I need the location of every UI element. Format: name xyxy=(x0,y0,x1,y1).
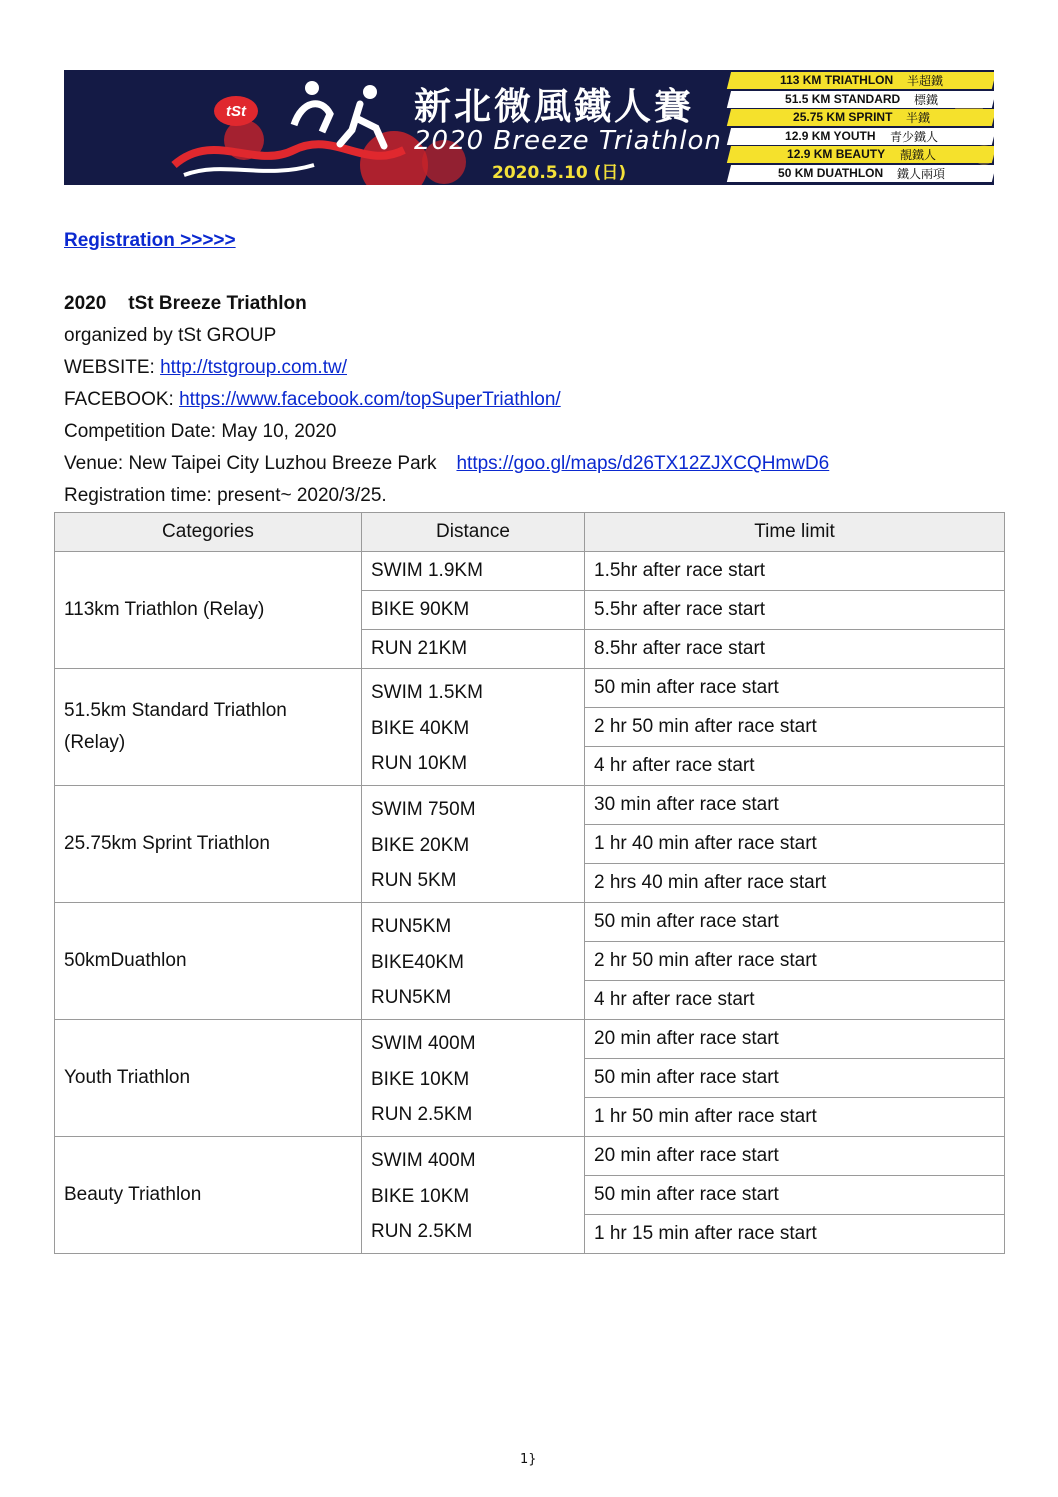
distance-item: RUN 2.5KM xyxy=(371,1221,473,1242)
table-row xyxy=(55,903,1005,942)
page-title xyxy=(64,293,307,315)
page-number: 1} xyxy=(520,1452,537,1467)
banner-title: 新北微風鐵人賽 xyxy=(414,84,694,128)
event-banner xyxy=(64,70,994,185)
table-row xyxy=(55,786,1005,825)
distance-item: BIKE 20KM xyxy=(371,834,470,856)
distance-item: SWIM 400M xyxy=(371,1033,476,1054)
time-limit-cell: 20 min after race start xyxy=(585,1137,1005,1176)
banner-category-zh: 青少鐵人 xyxy=(889,129,938,144)
distance-item: BIKE 10KM xyxy=(371,1068,470,1090)
banner-category-en: 12.9 KM BEAUTY xyxy=(787,147,886,162)
website-label: WEBSITE: xyxy=(64,357,161,378)
category-cell: Beauty Triathlon xyxy=(55,1137,362,1254)
website-line xyxy=(64,357,347,379)
time-limit-cell: 8.5hr after race start xyxy=(585,630,1005,669)
time-limit-cell: 2 hr 50 min after race start xyxy=(585,708,1005,747)
venue-label: Venue: New Taipei City Luzhou Breeze Park xyxy=(64,453,437,474)
venue-line xyxy=(64,453,829,475)
distance-item: RUN5KM xyxy=(371,987,452,1008)
banner-category-zh: 半超鐵 xyxy=(907,73,944,88)
banner-category-item xyxy=(727,91,994,108)
distance-item: RUN 2.5KM xyxy=(371,1104,473,1125)
distance-item: SWIM 750M xyxy=(371,799,476,820)
banner-category-zh: 鐵人兩項 xyxy=(897,166,946,181)
banner-category-en: 50 KM DUATHLON xyxy=(777,165,884,180)
distance-cell xyxy=(362,1137,585,1254)
registration-link[interactable]: Registration >>>>> xyxy=(64,230,236,251)
distance-cell: RUN 21KM xyxy=(362,630,585,669)
time-limit-cell: 50 min after race start xyxy=(585,669,1005,708)
banner-category-zh: 標鐵 xyxy=(914,92,939,107)
banner-category-item xyxy=(727,128,994,145)
banner-category-zh: 靚鐵人 xyxy=(899,147,936,162)
banner-date: 2020.5.10 (日) xyxy=(492,163,627,183)
distance-item: BIKE 10KM xyxy=(371,1185,470,1207)
venue-map-link[interactable]: https://goo.gl/maps/d26TX12ZJXCQHmwD6 xyxy=(456,453,830,474)
table-row xyxy=(55,669,1005,708)
banner-category-zh: 半鐵 xyxy=(906,110,931,125)
distance-cell: BIKE 90KM xyxy=(362,591,585,630)
header-time-limit: Time limit xyxy=(585,513,1005,552)
time-limit-cell: 1 hr 50 min after race start xyxy=(585,1098,1005,1137)
table-row xyxy=(55,1137,1005,1176)
distance-item: SWIM 400M xyxy=(371,1150,476,1171)
title-year: 2020 xyxy=(64,293,107,314)
banner-category-list xyxy=(729,72,994,183)
competition-date: Competition Date: May 10, 2020 xyxy=(64,421,337,442)
race-table xyxy=(54,512,1005,1254)
banner-category-en: 25.75 KM SPRINT xyxy=(792,110,893,125)
time-limit-cell: 2 hr 50 min after race start xyxy=(585,942,1005,981)
time-limit-cell: 1.5hr after race start xyxy=(585,552,1005,591)
category-cell: Youth Triathlon xyxy=(55,1020,362,1137)
distance-cell xyxy=(362,903,585,1020)
table-row xyxy=(55,1020,1005,1059)
time-limit-cell: 4 hr after race start xyxy=(585,981,1005,1020)
race-table-container xyxy=(54,512,1004,1254)
time-limit-cell: 20 min after race start xyxy=(585,1020,1005,1059)
distance-item: RUN 5KM xyxy=(371,870,457,891)
website-link[interactable]: http://tstgroup.com.tw/ xyxy=(160,357,347,378)
table-body xyxy=(55,552,1005,1254)
category-cell: 113km Triathlon (Relay) xyxy=(55,552,362,669)
facebook-line xyxy=(64,389,561,411)
distance-item: BIKE 40KM xyxy=(371,717,470,739)
distance-item: SWIM 1.5KM xyxy=(371,682,483,703)
time-limit-cell: 2 hrs 40 min after race start xyxy=(585,864,1005,903)
time-limit-cell: 50 min after race start xyxy=(585,903,1005,942)
distance-cell xyxy=(362,786,585,903)
banner-category-item xyxy=(727,146,994,163)
title-name: tSt Breeze Triathlon xyxy=(128,293,307,314)
distance-item: RUN 10KM xyxy=(371,753,468,774)
banner-category-en: 12.9 KM YOUTH xyxy=(785,128,876,143)
time-limit-cell: 1 hr 40 min after race start xyxy=(585,825,1005,864)
time-limit-cell: 1 hr 15 min after race start xyxy=(585,1215,1005,1254)
distance-cell: SWIM 1.9KM xyxy=(362,552,585,591)
facebook-link[interactable]: https://www.facebook.com/topSuperTriathlon/ xyxy=(179,389,561,410)
time-limit-cell: 5.5hr after race start xyxy=(585,591,1005,630)
distance-cell xyxy=(362,1020,585,1137)
header-distance: Distance xyxy=(362,513,585,552)
table-header-row xyxy=(55,513,1005,552)
distance-item: RUN5KM xyxy=(371,916,452,937)
banner-category-item xyxy=(727,109,994,126)
banner-category-en: 113 KM TRIATHLON xyxy=(779,73,894,88)
time-limit-cell: 30 min after race start xyxy=(585,786,1005,825)
distance-cell xyxy=(362,669,585,786)
category-cell: 25.75km Sprint Triathlon xyxy=(55,786,362,903)
table-row xyxy=(55,552,1005,591)
time-limit-cell: 50 min after race start xyxy=(585,1176,1005,1215)
registration-time: Registration time: present~ 2020/3/25. xyxy=(64,485,387,506)
banner-category-en: 51.5 KM STANDARD xyxy=(784,91,901,106)
banner-category-item xyxy=(727,165,994,182)
banner-subtitle: 2020 Breeze Triathlon xyxy=(414,126,722,156)
distance-item: BIKE40KM xyxy=(371,951,464,973)
category-cell: 51.5km Standard Triathlon (Relay) xyxy=(55,669,362,786)
time-limit-cell: 50 min after race start xyxy=(585,1059,1005,1098)
facebook-label: FACEBOOK: xyxy=(64,389,180,410)
tst-logo: tSt xyxy=(214,96,258,126)
category-cell: 50kmDuathlon xyxy=(55,903,362,1020)
header-categories: Categories xyxy=(55,513,362,552)
time-limit-cell: 4 hr after race start xyxy=(585,747,1005,786)
banner-category-item xyxy=(727,72,994,89)
organizer-text: organized by tSt GROUP xyxy=(64,325,277,346)
